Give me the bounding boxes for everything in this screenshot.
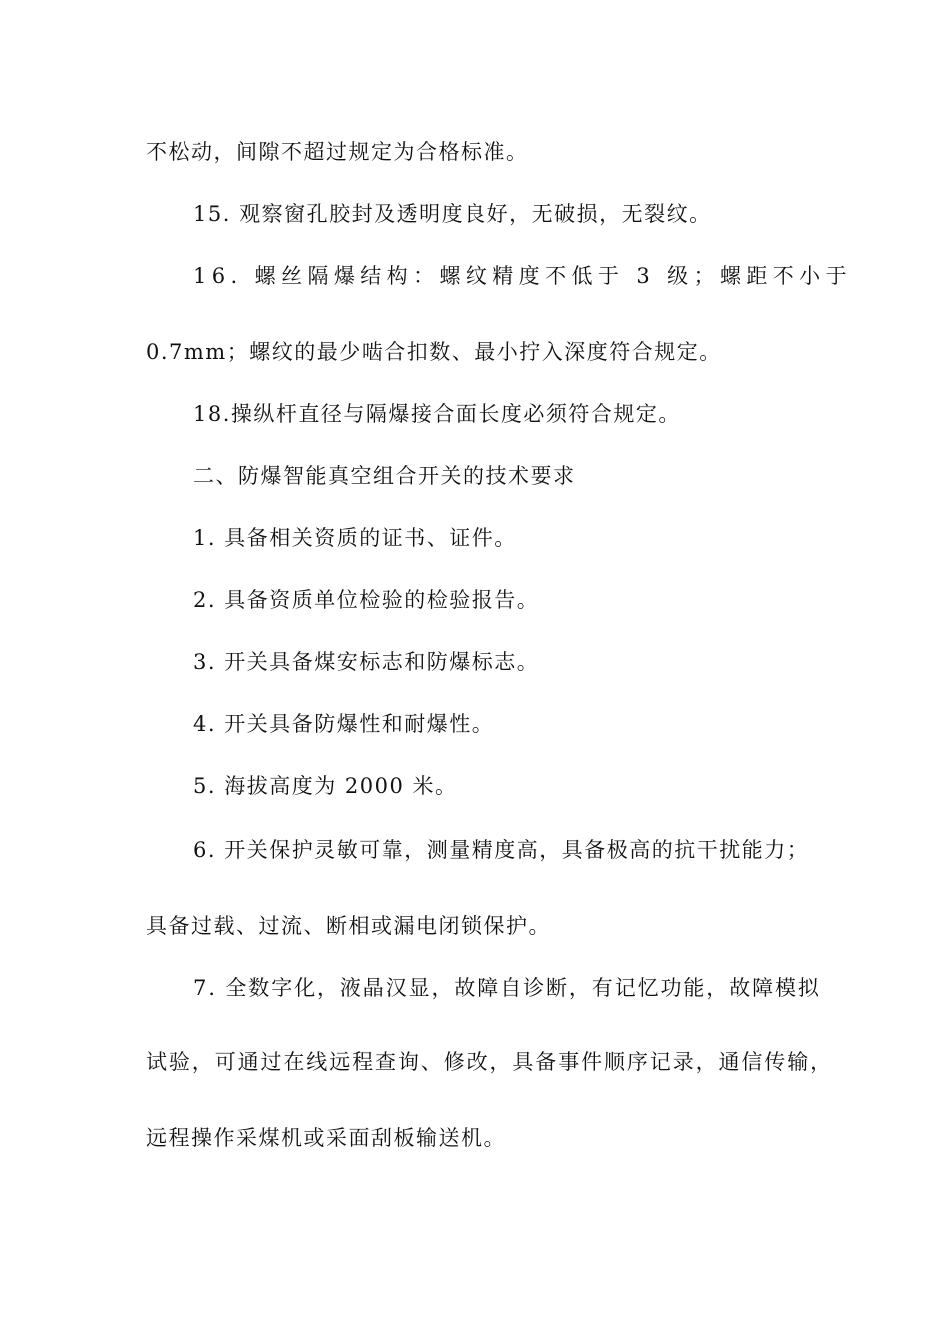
- text-line-3: 16. 螺丝隔爆结构：螺纹精度不低于 3 级；螺距不小于: [193, 264, 852, 288]
- text-line-10: 4. 开关具备防爆性和耐爆性。: [193, 712, 495, 736]
- text-line-7: 1. 具备相关资质的证书、证件。: [193, 526, 517, 550]
- text-line-12: 6. 开关保护灵敏可靠，测量精度高，具备极高的抗干扰能力；: [193, 838, 810, 862]
- text-line-14: 7. 全数字化，液晶汉显，故障自诊断，有记忆功能，故障模拟: [193, 976, 821, 1000]
- text-line-13: 具备过载、过流、断相或漏电闭锁保护。: [146, 914, 551, 938]
- text-line-8: 2. 具备资质单位检验的检验报告。: [193, 588, 540, 612]
- text-line-9: 3. 开关具备煤安标志和防爆标志。: [193, 650, 540, 674]
- text-line-11: 5. 海拔高度为 2000 米。: [193, 774, 458, 798]
- text-line-16: 远程操作采煤机或采面刮板输送机。: [146, 1126, 506, 1150]
- section-heading: 二、防爆智能真空组合开关的技术要求: [193, 464, 576, 488]
- text-line-2: 15. 观察窗孔胶封及透明度良好，无破损，无裂纹。: [193, 202, 712, 226]
- text-line-1: 不松动，间隙不超过规定为合格标准。: [146, 140, 529, 164]
- text-line-15: 试验，可通过在线远程查询、修改，具备事件顺序记录，通信传输，: [146, 1050, 833, 1074]
- text-line-4: 0.7mm；螺纹的最少啮合扣数、最小拧入深度符合规定。: [146, 340, 722, 364]
- text-line-5: 18.操纵杆直径与隔爆接合面长度必须符合规定。: [193, 402, 681, 426]
